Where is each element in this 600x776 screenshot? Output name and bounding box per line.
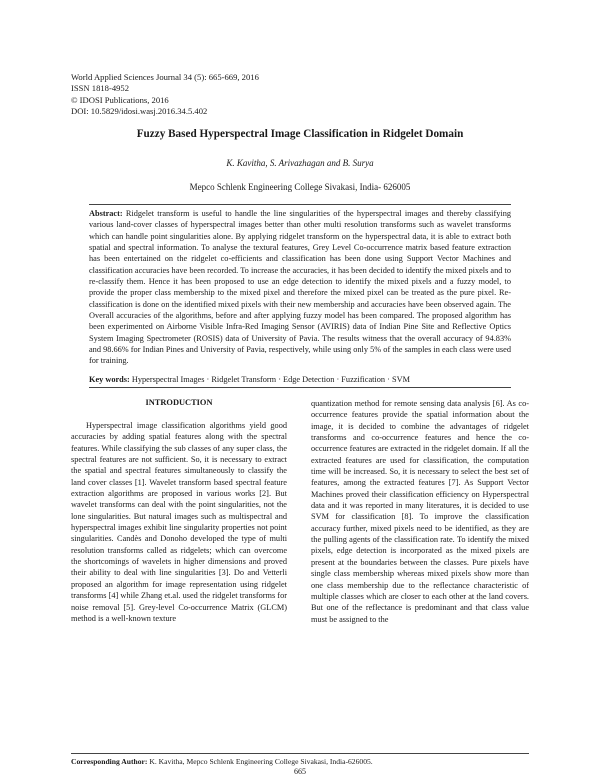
journal-citation: World Applied Sciences Journal 34 (5): 665-669, 2016 bbox=[71, 72, 259, 82]
corresponding-author bbox=[71, 757, 373, 766]
keywords-text: Hyperspectral Images · Ridgelet Transform · Edge Detection · Fuzzification · SVM bbox=[131, 375, 410, 384]
page-number: 665 bbox=[294, 767, 306, 776]
introduction-heading: INTRODUCTION bbox=[145, 398, 213, 407]
abstract bbox=[89, 208, 511, 367]
copyright: © IDOSI Publications, 2016 bbox=[71, 94, 169, 105]
paper-title: Fuzzy Based Hyperspectral Image Classification in Ridgelet Domain bbox=[136, 128, 464, 140]
keywords-bottom-rule bbox=[89, 387, 511, 388]
intro-paragraph: Hyperspectral image classification algorithms yield good accuracies by adding spatial features along with the spectral features. While classifying the sub classes of any super class, the spectral features are not sufficient. So, it is necessary to extract the spatial and spectral features simultaneously to classify the land cover classes [1]. Wavelet transform based spectral feature extraction algorithms are proposed in various works [2]. But wavelet transforms can deal with the point singularities, not the lone singularities. But natural images such as multispectral and hyperspectral images exhibit line singularity properties not point singularities. Candès and Donoho developed the type of multi resolution transforms called as ridgelets; which can overcome the shortcomings of wavelets in higher dimensions and proved their ability to deal with line singularities [3]. Do and Vetterli proposed an algorithm for image representation using ridgelet transforms [4] while Zhang et.al. used the ridgelet transforms for noise removal [5]. Grey-level Co-occurrence Matrix (GLCM) method is a well-known texture bbox=[71, 421, 287, 623]
corresponding-author-text: K. Kavitha, Mepco Schlenk Engineering College Sivakasi, India-626005. bbox=[147, 757, 373, 766]
abstract-text: Ridgelet transform is useful to handle the line singularities of the hyperspectral images and thereby classifying various land-cover classes of hyperspectral images better than other multi resolution transforms such as wavelet transforms which can handle point singularities alone. By applying ridgelet transform on the hyperspectral data, it is able to extract both spatial and spectral information. To analyse the textural features, Grey Level Co-occurrence matrix based feature extraction has been entertained on the ridgelet co-efficients and classification has been done using Support Vector Machines and classification accuracies have been recorded. To increase the accuracies, it has been decided to identify the mixed pixels and to re-classify them. Hence it has been proposed to use an edge detection to identify the mixed pixels and a fuzzy model, to provide the proper class membership to the mixed pixel and therefore the mixed pixel can be treated as the pure pixel. Re-classification is done on the identified mixed pixels with their new membership and accuracies have been observed again. The Overall accuracies of the algorithms, before and after applying fuzzy model has been compared. The proposed algorithm has been experimented on Airborne Visible Infra-Red Imaging Sensor (AVIRIS) data of Indian Pine Site and Reflective Optics System Imaging Spectrometer (ROSIS) data of University of Pavia. The results witness that the overall accuracy of 94.83% and 98.66% for Indian Pines and University of Pavia, respectively, while using only 5% of the samples in each class were used for training. bbox=[89, 209, 511, 366]
doi: DOI: 10.5829/idosi.wasj.2016.34.5.402 bbox=[71, 106, 208, 117]
intro-paragraph-continued: quantization method for remote sensing data analysis [6]. As co-occurrence features provide the spatial information about the image, it is decided to combine the advantages of ridgelet transforms and co-occurrence features and hence the co-occurrence features are extracted in the ridgelet domain. If all the extracted features are used for classification, the computation time will be increased. So, it is necessary to select the best set of features, among the extracted features [7]. As Support Vector Machines proved their classification efficiency on Hyperspectral data and it was reported in many literatures, it is decided to use SVM for classification [8]. To improve the classification accuracy further, mixed pixels need to be identified, as they are the pulling agents of the classification rate. To identify the mixed pixels, edge detection is incorporated as the mixed pixels are present at the boundaries between the classes. Pure pixels have single class membership whereas mixed pixels show more than one class membership due to the reflectance characteristic of multiple classes which are closer to each other at the land covers. But one of the reflectance is predominant and that class value must be assigned to the bbox=[311, 399, 529, 624]
keywords-label: Key words: bbox=[89, 375, 130, 384]
issn: ISSN 1818-4952 bbox=[71, 83, 130, 94]
authors: K. Kavitha, S. Arivazhagan and B. Surya bbox=[226, 158, 374, 168]
affiliation: Mepco Schlenk Engineering College Sivakasi, India- 626005 bbox=[189, 182, 411, 192]
corresponding-author-label: Corresponding Author: bbox=[71, 757, 148, 766]
keywords bbox=[89, 375, 511, 384]
abstract-top-rule bbox=[89, 204, 511, 205]
abstract-label: Abstract: bbox=[89, 209, 123, 218]
footer-rule bbox=[71, 753, 529, 754]
left-column bbox=[71, 420, 287, 624]
right-column bbox=[311, 398, 529, 625]
journal-header bbox=[71, 72, 259, 118]
